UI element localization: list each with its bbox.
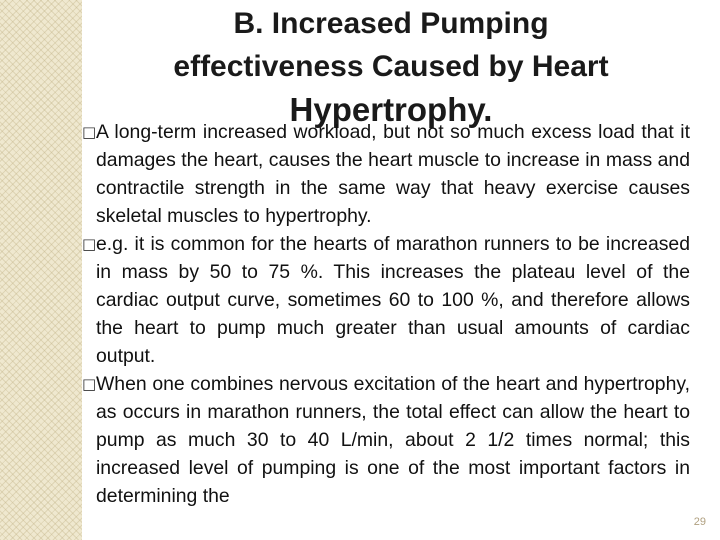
title-line-3: Hypertrophy. xyxy=(289,91,493,128)
bullet-item xyxy=(82,118,690,230)
checkbox-bullet-icon: □ xyxy=(82,235,97,253)
slide-title xyxy=(92,2,690,131)
bullet-text: A long-term increased workload, but not so much excess load that it damages the heart, causes the heart muscle to increase in mass and contractile strength in the same way that heavy exercise causes skeletal muscles to hypertrophy. xyxy=(96,121,690,227)
bullet-text: When one combines nervous excitation of the heart and hypertrophy, as occurs in marathon runners, the total effect can allow the heart to pump as much 30 to 40 L/min, about 2 1/2 times normal; this increased level of pumping is one of the most important factors in determining the xyxy=(96,373,690,507)
title-line-1: B. Increased Pumping xyxy=(233,7,549,40)
checkbox-bullet-icon: □ xyxy=(82,123,97,141)
title-line-2: effectiveness Caused by Heart xyxy=(173,50,609,83)
bullet-item xyxy=(82,370,690,510)
decorative-side-strip xyxy=(0,0,82,540)
bullet-list xyxy=(82,118,690,510)
slide-number: 29 xyxy=(693,516,706,528)
bullet-item xyxy=(82,230,690,370)
bullet-text: e.g. it is common for the hearts of marathon runners to be increased in mass by 50 to 75 %. This increases the plateau level of the cardiac output curve, sometimes 60 to 100 %, and therefore allows the heart to pump much greater than usual amounts of cardiac output. xyxy=(96,233,690,367)
checkbox-bullet-icon: □ xyxy=(82,375,97,393)
